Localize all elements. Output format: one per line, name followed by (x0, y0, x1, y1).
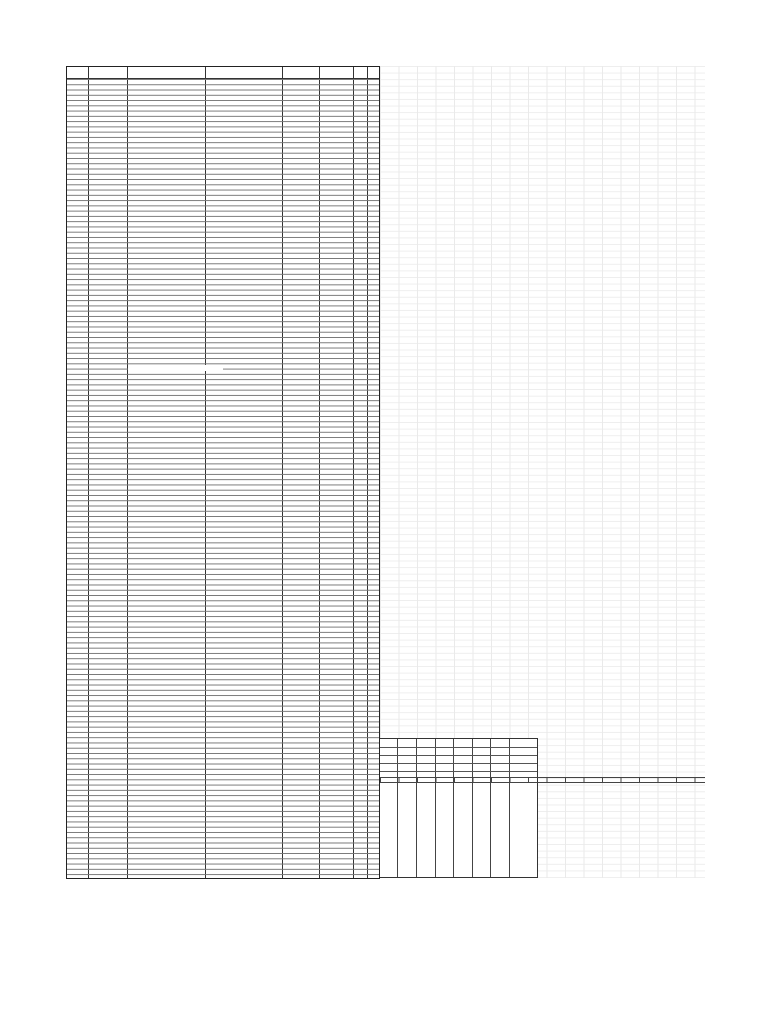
column-divider (490, 739, 491, 877)
secondary-table-block (380, 738, 538, 878)
column-divider (435, 739, 436, 877)
column-divider (472, 739, 473, 877)
column-divider (509, 739, 510, 877)
spreadsheet-table (66, 66, 380, 879)
column-divider (397, 739, 398, 877)
table-rows[interactable] (67, 79, 379, 878)
row-divider (380, 755, 537, 756)
highlighted-row-text[interactable] (128, 365, 223, 371)
row-divider (380, 747, 537, 748)
column-divider (453, 739, 454, 877)
summary-row-strip (380, 777, 705, 783)
row-divider (380, 763, 537, 764)
column-divider (416, 739, 417, 877)
row-divider (380, 771, 537, 772)
